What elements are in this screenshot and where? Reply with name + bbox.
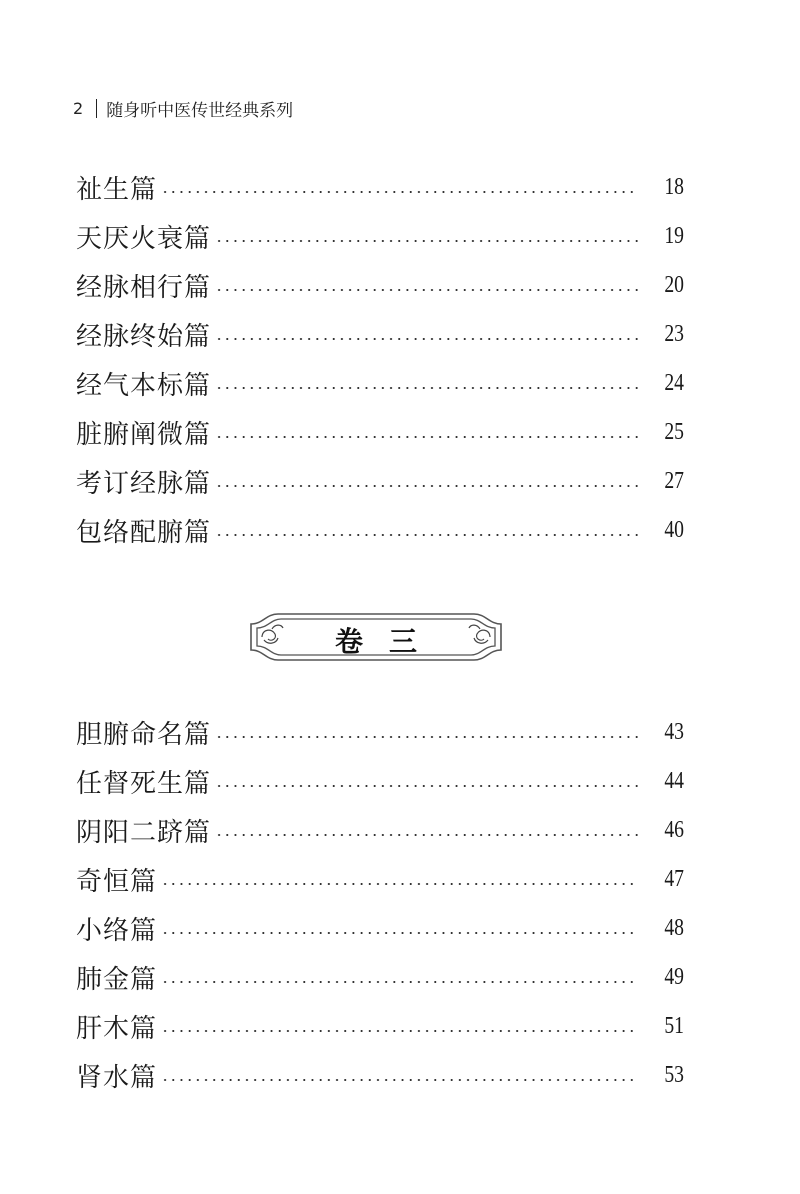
toc-entry-title: 肺金篇 [76,965,158,995]
dot-leader [161,190,638,194]
dot-leader [215,533,638,537]
toc-list-top [76,163,684,555]
toc-entry-title: 奇恒篇 [76,867,158,897]
toc-entry-page: 40 [664,517,684,543]
toc-entry [76,953,684,1002]
header-divider [96,99,97,118]
toc-entry-page: 44 [664,768,684,794]
toc-entry [76,359,684,408]
toc-entry-page: 47 [664,866,684,892]
toc-entry-title: 考订经脉篇 [76,469,212,499]
toc-entry-page: 53 [664,1062,684,1088]
toc-entry-page: 18 [664,174,684,200]
volume-banner [248,611,504,663]
dot-leader [161,1029,638,1033]
toc-entry-page: 48 [664,915,684,941]
toc-entry [76,1051,684,1100]
toc-entry [76,212,684,261]
toc-entry-page: 23 [664,321,684,347]
toc-entry [76,757,684,806]
toc-entry-page: 20 [664,272,684,298]
toc-entry-title: 阴阳二跻篇 [76,818,212,848]
toc-list-bottom [76,708,684,1100]
toc-entry-title: 脏腑阐微篇 [76,420,212,450]
toc-entry-title: 任督死生篇 [76,769,212,799]
dot-leader [161,1078,638,1082]
toc-entry [76,506,684,555]
dot-leader [215,386,638,390]
toc-entry-page: 25 [664,419,684,445]
toc-entry-title: 包络配腑篇 [76,518,212,548]
toc-entry-title: 肾水篇 [76,1063,158,1093]
toc-entry [76,1002,684,1051]
toc-entry-title: 祉生篇 [76,175,158,205]
volume-title: 卷三 [334,625,443,658]
series-title: 随身听中医传世经典系列 [106,100,294,121]
toc-entry-title: 天厌火衰篇 [76,224,212,254]
toc-entry [76,855,684,904]
toc-entry-page: 24 [664,370,684,396]
toc-entry-page: 49 [664,964,684,990]
dot-leader [161,882,638,886]
toc-entry-page: 19 [664,223,684,249]
toc-entry-page: 27 [664,468,684,494]
toc-entry-title: 小络篇 [76,916,158,946]
toc-entry-title: 肝木篇 [76,1014,158,1044]
toc-entry [76,163,684,212]
dot-leader [215,833,638,837]
dot-leader [161,931,638,935]
dot-leader [215,484,638,488]
dot-leader [215,784,638,788]
toc-entry [76,708,684,757]
toc-entry-page: 43 [664,719,684,745]
toc-entry [76,408,684,457]
dot-leader [161,980,638,984]
toc-entry-page: 46 [664,817,684,843]
dot-leader [215,288,638,292]
toc-entry [76,261,684,310]
dot-leader [215,239,638,243]
toc-entry-title: 经脉相行篇 [76,273,212,303]
running-header [73,96,293,120]
dot-leader [215,435,638,439]
toc-entry-title: 胆腑命名篇 [76,720,212,750]
toc-entry [76,904,684,953]
page-number: 2 [73,98,84,118]
toc-entry-title: 经脉终始篇 [76,322,212,352]
toc-entry-page: 51 [664,1013,684,1039]
dot-leader [215,735,638,739]
toc-entry [76,310,684,359]
dot-leader [215,337,638,341]
toc-entry [76,806,684,855]
toc-entry-title: 经气本标篇 [76,371,212,401]
toc-entry [76,457,684,506]
